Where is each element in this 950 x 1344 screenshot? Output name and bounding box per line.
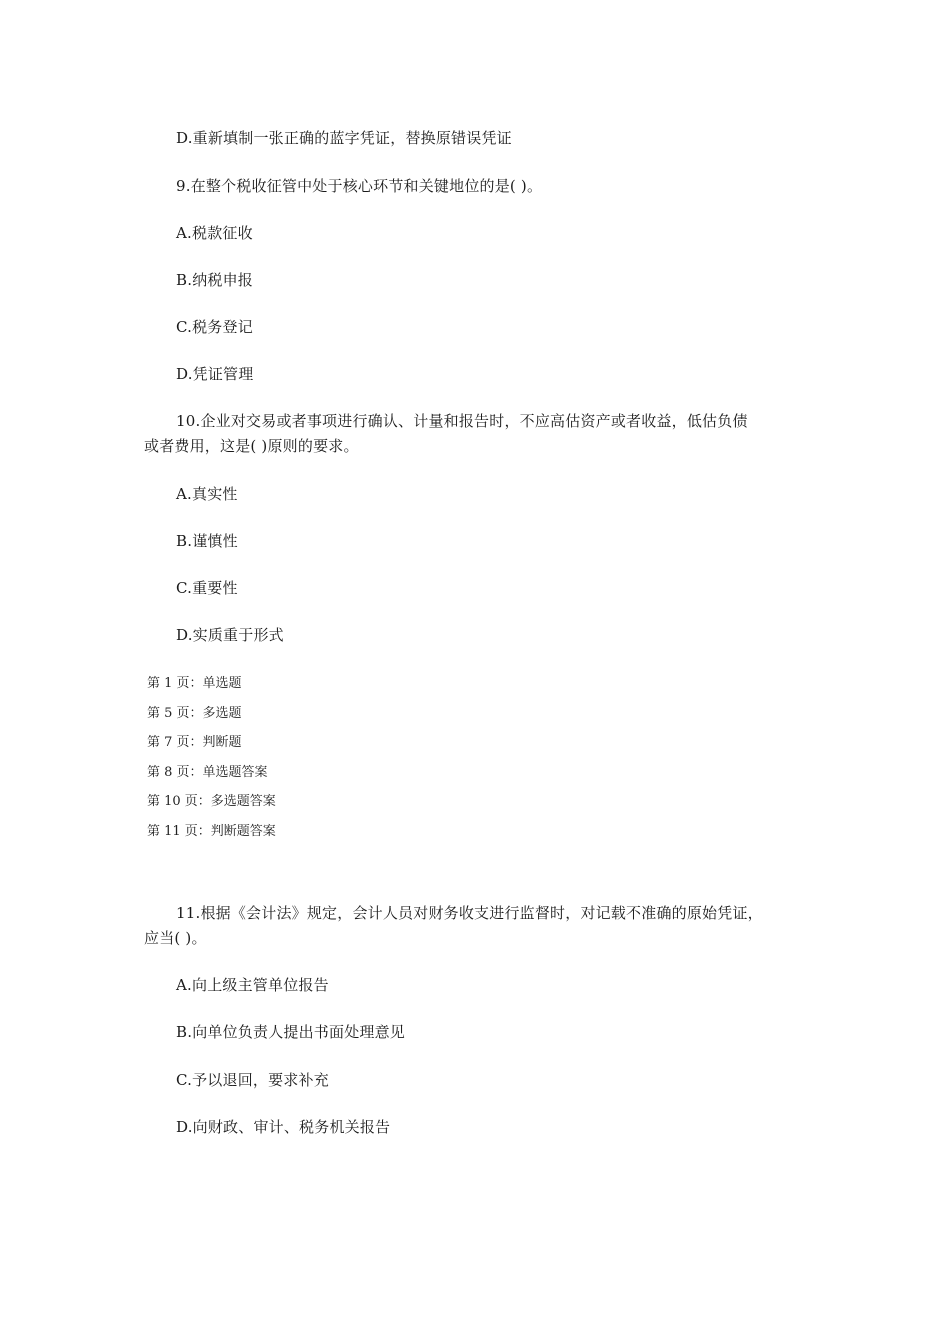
page-nav-link[interactable]: 第 1 页：单选题 bbox=[147, 676, 242, 691]
page-nav-link[interactable]: 第 8 页：单选题答案 bbox=[147, 765, 268, 780]
question-10-option-c: C.重要性 bbox=[176, 579, 238, 597]
question-9-option-c: C.税务登记 bbox=[176, 318, 253, 336]
option-d-previous: D.重新填制一张正确的蓝字凭证，替换原错误凭证 bbox=[176, 129, 512, 147]
question-10-option-d: D.实质重于形式 bbox=[176, 626, 284, 644]
question-10-stem-line1: 10.企业对交易或者事项进行确认、计量和报告时，不应高估资产或者收益，低估负债 bbox=[176, 412, 748, 430]
question-11-option-d: D.向财政、审计、税务机关报告 bbox=[176, 1118, 391, 1136]
question-9-stem: 9.在整个税收征管中处于核心环节和关键地位的是( )。 bbox=[176, 177, 543, 195]
question-9-option-b: B.纳税申报 bbox=[176, 271, 253, 289]
question-9-option-a: A.税款征收 bbox=[176, 224, 253, 242]
page-nav-link[interactable]: 第 10 页：多选题答案 bbox=[147, 794, 276, 809]
page-nav-link[interactable]: 第 11 页：判断题答案 bbox=[147, 824, 276, 839]
question-10-option-b: B.谨慎性 bbox=[176, 532, 238, 550]
page-nav-link[interactable]: 第 7 页：判断题 bbox=[147, 735, 242, 750]
page-nav-link[interactable]: 第 5 页：多选题 bbox=[147, 706, 242, 721]
question-11-stem-line1: 11.根据《会计法》规定，会计人员对财务收支进行监督时，对记载不准确的原始凭证， bbox=[176, 904, 763, 922]
question-11-option-a: A.向上级主管单位报告 bbox=[176, 976, 329, 994]
question-9-option-d: D.凭证管理 bbox=[176, 365, 254, 383]
question-10-option-a: A.真实性 bbox=[176, 485, 238, 503]
question-11-option-b: B.向单位负责人提出书面处理意见 bbox=[176, 1023, 405, 1041]
question-11-stem-line2: 应当( )。 bbox=[144, 929, 207, 947]
question-10-stem-line2: 或者费用，这是( )原则的要求。 bbox=[144, 437, 359, 455]
question-11-option-c: C.予以退回，要求补充 bbox=[176, 1071, 329, 1089]
